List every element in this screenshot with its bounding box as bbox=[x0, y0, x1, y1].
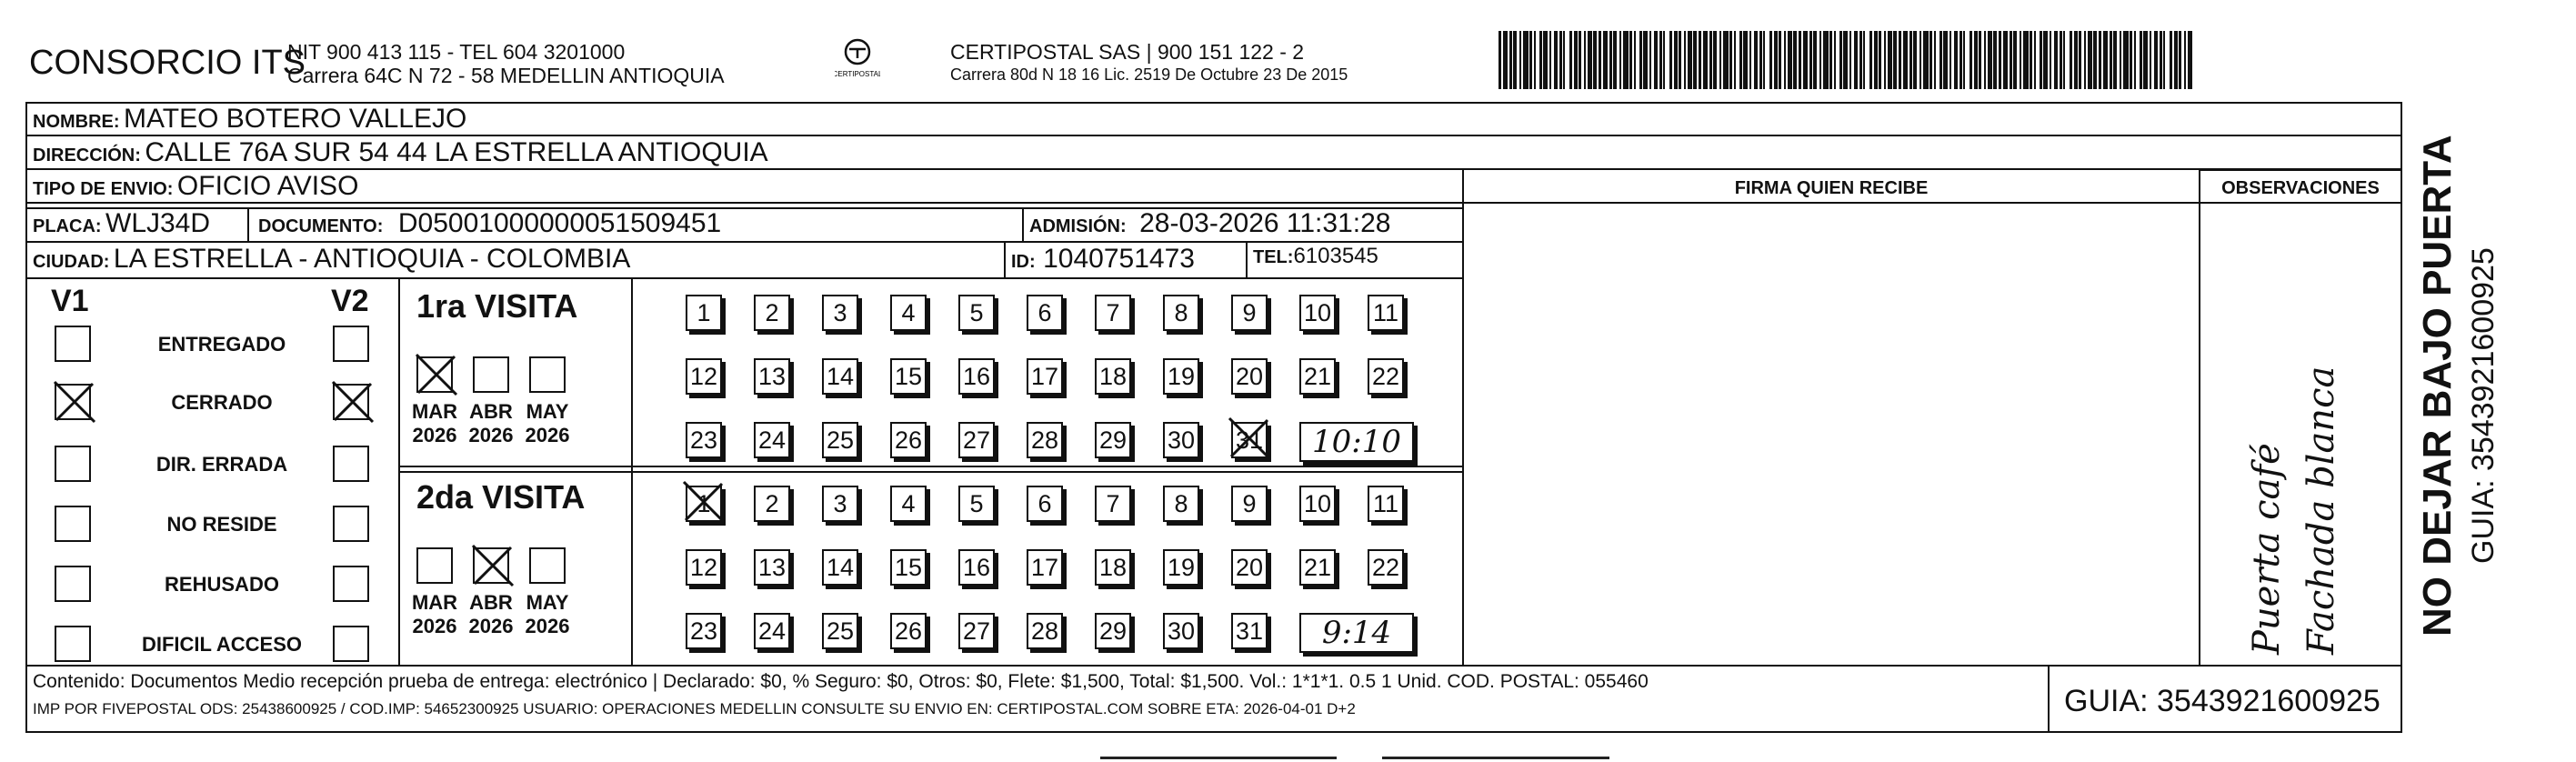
v2-checkbox[interactable] bbox=[333, 626, 369, 662]
day-box[interactable]: 18 bbox=[1095, 358, 1131, 395]
day-box[interactable]: 12 bbox=[686, 358, 722, 395]
day-box[interactable]: 6 bbox=[1027, 295, 1063, 331]
col-divider bbox=[1004, 242, 1006, 278]
day-box[interactable]: 24 bbox=[754, 422, 790, 458]
ciudad-value: LA ESTRELLA - ANTIOQUIA - COLOMBIA bbox=[113, 244, 631, 274]
company-nit-tel: NIT 900 413 115 - TEL 604 3201000 bbox=[287, 40, 626, 64]
day-box[interactable]: 3 bbox=[822, 486, 858, 522]
day-box[interactable]: 15 bbox=[890, 358, 927, 395]
month-label: ABR bbox=[469, 400, 513, 423]
nombre-value: MATEO BOTERO VALLEJO bbox=[124, 104, 467, 134]
day-box[interactable]: 26 bbox=[890, 613, 927, 649]
admision-value: 28-03-2026 11:31:28 bbox=[1139, 208, 1391, 238]
scan-mark bbox=[1382, 757, 1609, 759]
day-box[interactable]: 28 bbox=[1027, 613, 1063, 649]
side-guia: GUIA: 3543921600925 bbox=[2466, 247, 2501, 564]
day-box[interactable]: 11 bbox=[1368, 486, 1404, 522]
day-box[interactable]: 31 bbox=[1231, 613, 1268, 649]
status-option-label: DIR. ERRADA bbox=[155, 453, 288, 476]
day-box[interactable]: 1 bbox=[686, 295, 722, 331]
barcode bbox=[1498, 31, 2190, 89]
day-box[interactable]: 5 bbox=[958, 486, 995, 522]
row-divider bbox=[25, 665, 2402, 667]
tipo-envio-row bbox=[33, 171, 358, 202]
v2-header: V2 bbox=[331, 284, 369, 318]
day-box[interactable]: 20 bbox=[1231, 358, 1268, 395]
day-box[interactable]: 13 bbox=[754, 358, 790, 395]
day-box[interactable]: 1 bbox=[686, 486, 722, 522]
visit-time-box[interactable]: 10:10 bbox=[1299, 422, 1414, 462]
ciudad-label: CIUDAD: bbox=[33, 252, 110, 272]
company-name: CONSORCIO ITS bbox=[29, 44, 306, 82]
month-checkbox[interactable] bbox=[473, 356, 509, 393]
v1-checkbox[interactable] bbox=[55, 384, 91, 420]
day-box[interactable]: 25 bbox=[822, 422, 858, 458]
v2-checkbox[interactable] bbox=[333, 506, 369, 542]
firma-header: FIRMA QUIEN RECIBE bbox=[1734, 178, 1929, 198]
tel-label: TEL: bbox=[1253, 247, 1294, 267]
day-box[interactable]: 16 bbox=[958, 549, 995, 586]
visit-title: 1ra VISITA bbox=[416, 287, 578, 325]
day-box[interactable]: 17 bbox=[1027, 549, 1063, 586]
direccion-row bbox=[33, 137, 768, 168]
month-checkbox[interactable] bbox=[416, 547, 453, 584]
status-option-label: REHUSADO bbox=[165, 573, 279, 596]
year-label: 2026 bbox=[468, 615, 514, 637]
v1-checkbox[interactable] bbox=[55, 626, 91, 662]
day-box[interactable]: 10 bbox=[1299, 486, 1336, 522]
month-label: MAR bbox=[411, 591, 458, 614]
year-label: 2026 bbox=[412, 615, 457, 637]
day-box[interactable]: 21 bbox=[1299, 549, 1336, 586]
year-label: 2026 bbox=[525, 424, 570, 446]
day-box[interactable]: 15 bbox=[890, 549, 927, 586]
status-option-label: ENTREGADO bbox=[157, 333, 286, 356]
day-box[interactable]: 30 bbox=[1163, 613, 1199, 649]
day-box[interactable]: 22 bbox=[1368, 358, 1404, 395]
no-dejar-warning: NO DEJAR BAJO PUERTA bbox=[2415, 135, 2460, 637]
documento-value: D05001000000051509451 bbox=[397, 208, 722, 238]
placa-label: PLACA: bbox=[33, 216, 102, 236]
admision-label: ADMISIÓN: bbox=[1029, 216, 1127, 236]
day-box[interactable]: 2 bbox=[754, 295, 790, 331]
month-checkbox[interactable] bbox=[473, 547, 509, 584]
day-box[interactable]: 10 bbox=[1299, 295, 1336, 331]
day-box[interactable]: 6 bbox=[1027, 486, 1063, 522]
day-box[interactable]: 23 bbox=[686, 613, 722, 649]
col-divider bbox=[1462, 202, 2402, 204]
day-box[interactable]: 3 bbox=[822, 295, 858, 331]
col-divider bbox=[2048, 666, 2050, 733]
day-box[interactable]: 13 bbox=[754, 549, 790, 586]
v1-header: V1 bbox=[51, 284, 89, 318]
tel-value: 6103545 bbox=[1293, 244, 1378, 268]
status-option-label: DIFICIL ACCESO bbox=[141, 633, 302, 656]
row-divider bbox=[398, 471, 1464, 473]
nombre-row bbox=[33, 104, 466, 135]
id-label: ID: bbox=[1011, 252, 1036, 272]
day-check-mark bbox=[1226, 415, 1273, 466]
v2-checkbox[interactable] bbox=[333, 326, 369, 362]
col-divider bbox=[2402, 102, 2404, 666]
row-divider bbox=[25, 168, 2402, 170]
day-box[interactable]: 26 bbox=[890, 422, 927, 458]
row-divider bbox=[398, 466, 1464, 467]
svg-text:CERTIPOSTAL: CERTIPOSTAL bbox=[835, 70, 880, 78]
id-row bbox=[1011, 244, 1195, 275]
status-option-label: NO RESIDE bbox=[166, 513, 277, 536]
day-box[interactable]: 19 bbox=[1163, 358, 1199, 395]
day-box[interactable]: 8 bbox=[1163, 295, 1199, 331]
tipo-envio-value: OFICIO AVISO bbox=[176, 171, 359, 201]
year-label: 2026 bbox=[468, 424, 514, 446]
day-box[interactable]: 18 bbox=[1095, 549, 1131, 586]
day-box[interactable]: 11 bbox=[1368, 295, 1404, 331]
day-box[interactable]: 29 bbox=[1095, 613, 1131, 649]
tel-row bbox=[1253, 244, 1378, 269]
v2-checkbox[interactable] bbox=[333, 384, 369, 420]
day-box[interactable]: 21 bbox=[1299, 358, 1336, 395]
day-box-checked[interactable]: 31 bbox=[1231, 422, 1268, 458]
col-divider bbox=[1022, 208, 1024, 242]
footer-imp: IMP POR FIVEPOSTAL ODS: 25438600925 / COD.IMP: 54652300925 USUARIO: OPERACIONES MEDELLIN CONSULTE SU ENVIO EN: CERTIPOSTAL.COM SOBRE ETA: 2026-04-01 D+2 bbox=[33, 700, 1356, 717]
day-box[interactable]: 22 bbox=[1368, 549, 1404, 586]
day-box[interactable]: 20 bbox=[1231, 549, 1268, 586]
col-divider bbox=[2199, 169, 2200, 666]
day-box[interactable]: 8 bbox=[1163, 486, 1199, 522]
day-box[interactable]: 5 bbox=[958, 295, 995, 331]
day-box[interactable]: 19 bbox=[1163, 549, 1199, 586]
day-box[interactable]: 24 bbox=[754, 613, 790, 649]
tipo-envio-label: TIPO DE ENVIO: bbox=[33, 179, 174, 199]
footer-guia: GUIA: 3543921600925 bbox=[2064, 684, 2381, 718]
col-divider bbox=[1462, 169, 1464, 666]
month-label: ABR bbox=[469, 591, 513, 614]
placa-value: WLJ34D bbox=[105, 208, 211, 238]
day-box[interactable]: 17 bbox=[1027, 358, 1063, 395]
v1-checkbox[interactable] bbox=[55, 506, 91, 542]
day-box[interactable]: 7 bbox=[1095, 486, 1131, 522]
carrier-address: Carrera 80d N 18 16 Lic. 2519 De Octubre 23 De 2015 bbox=[950, 65, 1348, 84]
v1-checkbox[interactable] bbox=[55, 446, 91, 482]
admision-row bbox=[1029, 208, 1390, 239]
documento-label: DOCUMENTO: bbox=[258, 216, 384, 236]
day-box[interactable]: 7 bbox=[1095, 295, 1131, 331]
documento-row bbox=[258, 208, 721, 239]
carrier-name: CERTIPOSTAL SAS | 900 151 122 - 2 bbox=[950, 40, 1305, 64]
month-label: MAR bbox=[411, 400, 458, 423]
month-checkbox[interactable] bbox=[529, 356, 566, 393]
year-label: 2026 bbox=[412, 424, 457, 446]
observation-note-1: Puerta café bbox=[2246, 443, 2288, 655]
certipostal-logo-icon bbox=[835, 36, 880, 80]
direccion-value: CALLE 76A SUR 54 44 LA ESTRELLA ANTIOQUIA bbox=[145, 137, 768, 167]
month-checkbox[interactable] bbox=[529, 547, 566, 584]
id-value: 1040751473 bbox=[1043, 244, 1195, 274]
day-box[interactable]: 27 bbox=[958, 613, 995, 649]
day-box[interactable]: 14 bbox=[822, 358, 858, 395]
day-box[interactable]: 4 bbox=[890, 486, 927, 522]
month-label: MAY bbox=[526, 591, 569, 614]
day-box[interactable]: 27 bbox=[958, 422, 995, 458]
status-option-label: CERRADO bbox=[171, 391, 273, 414]
placa-row bbox=[33, 208, 210, 239]
row-divider bbox=[25, 135, 2402, 136]
day-box[interactable]: 9 bbox=[1231, 486, 1268, 522]
v1-checkbox[interactable] bbox=[55, 566, 91, 602]
day-box[interactable]: 29 bbox=[1095, 422, 1131, 458]
day-box[interactable]: 14 bbox=[822, 549, 858, 586]
day-box[interactable]: 30 bbox=[1163, 422, 1199, 458]
month-label: MAY bbox=[526, 400, 569, 423]
day-box[interactable]: 2 bbox=[754, 486, 790, 522]
v2-checkbox[interactable] bbox=[333, 446, 369, 482]
scan-mark bbox=[1100, 757, 1337, 759]
v1-checkbox[interactable] bbox=[55, 326, 91, 362]
day-box[interactable]: 16 bbox=[958, 358, 995, 395]
v2-checkbox[interactable] bbox=[333, 566, 369, 602]
month-checkbox[interactable] bbox=[416, 356, 453, 393]
day-box[interactable]: 9 bbox=[1231, 295, 1268, 331]
day-box[interactable]: 12 bbox=[686, 549, 722, 586]
day-box[interactable]: 4 bbox=[890, 295, 927, 331]
ciudad-row bbox=[33, 244, 630, 275]
observaciones-header: OBSERVACIONES bbox=[2221, 178, 2380, 198]
year-label: 2026 bbox=[525, 615, 570, 637]
day-check-mark bbox=[680, 478, 727, 530]
day-box[interactable]: 25 bbox=[822, 613, 858, 649]
observation-note-2: Fachada blanca bbox=[2300, 366, 2342, 655]
day-box[interactable]: 23 bbox=[686, 422, 722, 458]
col-divider bbox=[1246, 242, 1248, 278]
direccion-label: DIRECCIÓN: bbox=[33, 145, 141, 165]
company-address: Carrera 64C N 72 - 58 MEDELLIN ANTIOQUIA bbox=[287, 64, 725, 87]
nombre-label: NOMBRE: bbox=[33, 112, 120, 132]
col-divider bbox=[247, 208, 249, 242]
visit-title: 2da VISITA bbox=[416, 478, 586, 516]
footer-contenido: Contenido: Documentos Medio recepción prueba de entrega: electrónico | Declarado: $0, % Seguro: $0, Otros: $0, Flete: $1,500, Total: $1,500. Vol.: 1*1*1. 0.5 1 Unid. COD. POSTAL: 055460 bbox=[33, 671, 1649, 692]
col-divider bbox=[2199, 169, 2402, 171]
day-box[interactable]: 28 bbox=[1027, 422, 1063, 458]
visit-time-box[interactable]: 9:14 bbox=[1299, 613, 1414, 653]
